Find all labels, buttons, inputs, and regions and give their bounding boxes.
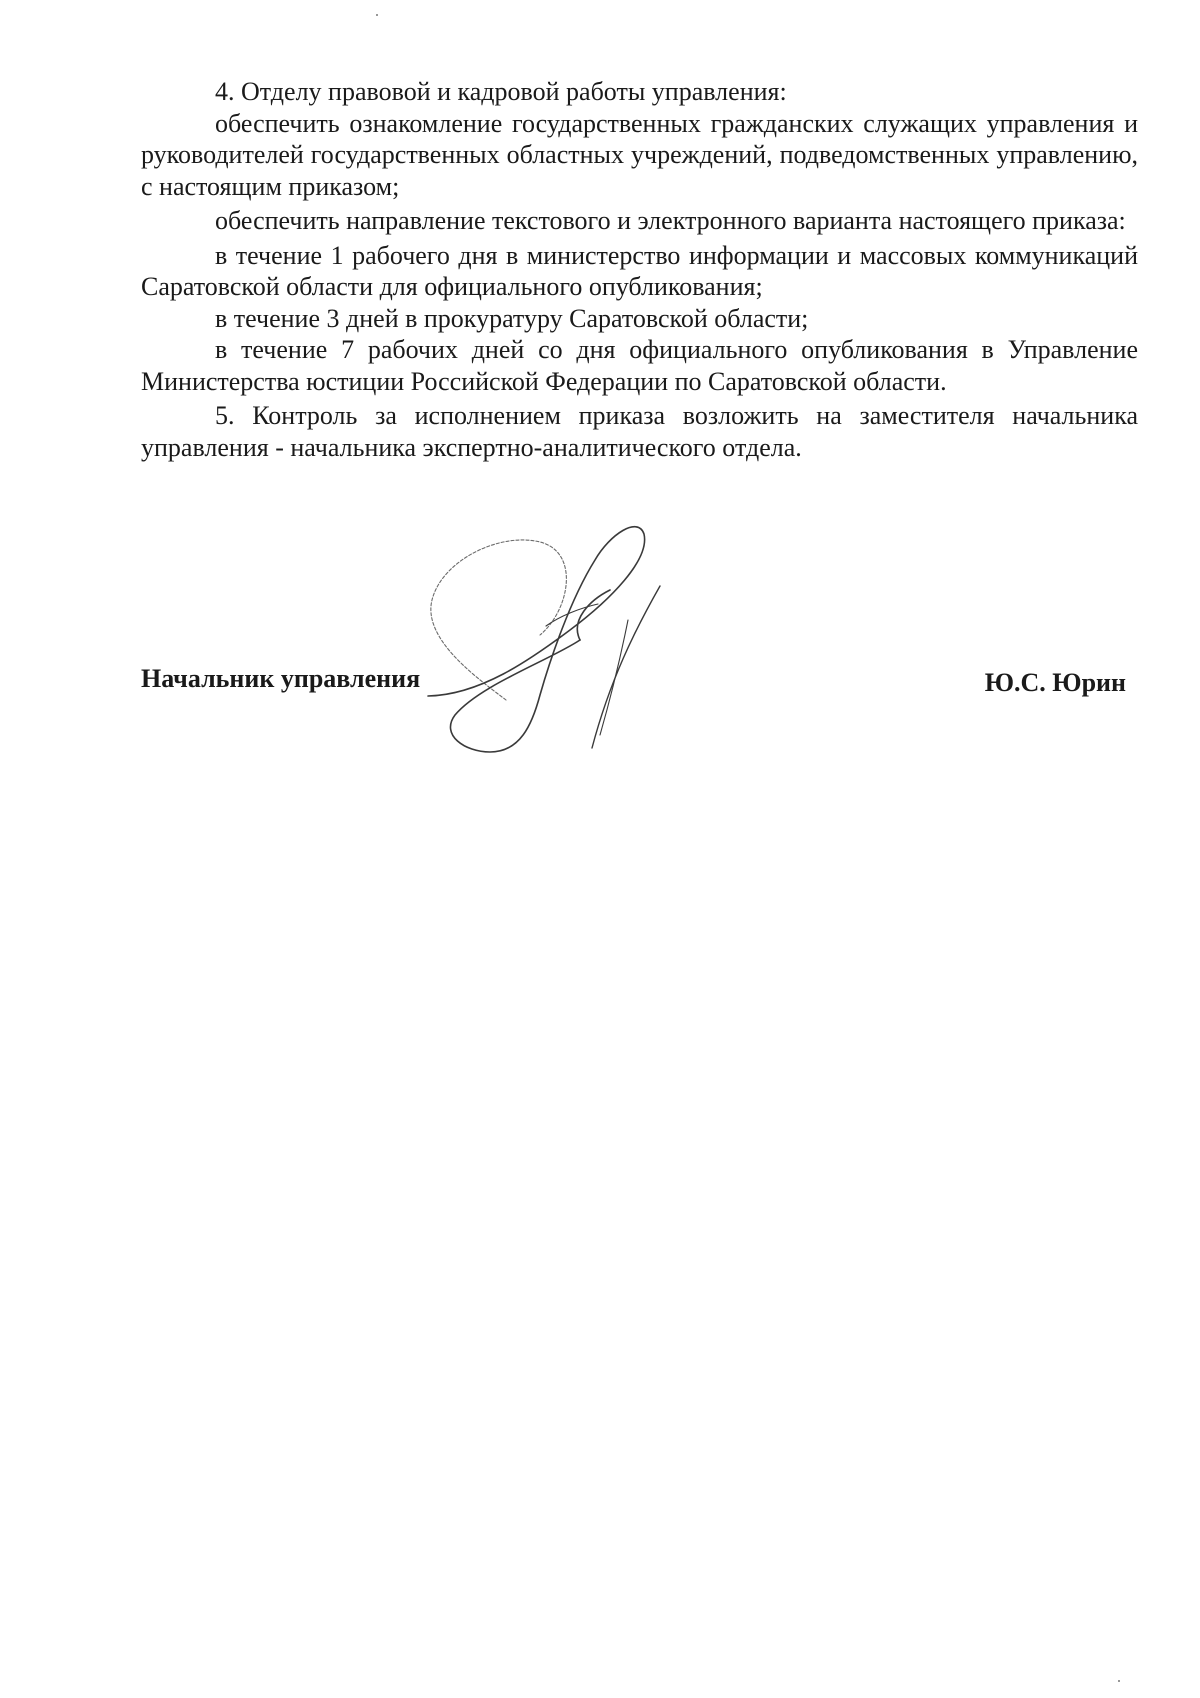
paragraph-item-4: 4. Отделу правовой и кадровой работы управления:: [215, 77, 787, 106]
handwritten-signature: [420, 520, 710, 760]
signature-block: [141, 664, 1126, 704]
scan-speck: [376, 14, 378, 16]
paragraph-send-order: обеспечить направление текстового и электронного варианта настоящего приказа:: [215, 206, 1126, 235]
signatory-title: Начальник управления: [141, 664, 421, 693]
document-body: [141, 76, 1138, 463]
signatory-name: Ю.С. Юрин: [984, 668, 1126, 697]
paragraph-ministry: в течение 1 рабочего дня в министерство информации и массовых коммуникаций Саратовской области для официального опубликования;: [141, 240, 1138, 301]
paragraph-item-5: 5. Контроль за исполнением приказа возложить на заместителя начальника управления - начальника экспертно-аналитического отдела.: [141, 401, 1138, 462]
paragraph-prosecutor: в течение 3 дней в прокуратуру Саратовской области;: [215, 303, 809, 333]
paragraph-justice: в течение 7 рабочих дней со дня официального опубликования в Управление Министерства юстиции Российской Федерации по Саратовской области.: [141, 335, 1138, 396]
scan-speck: [1118, 1680, 1120, 1682]
paragraph-familiarization: обеспечить ознакомление государственных гражданских служащих управления и руководителей государственных областных учреждений, подведомственных управлению, с настоящим приказом;: [141, 108, 1138, 201]
